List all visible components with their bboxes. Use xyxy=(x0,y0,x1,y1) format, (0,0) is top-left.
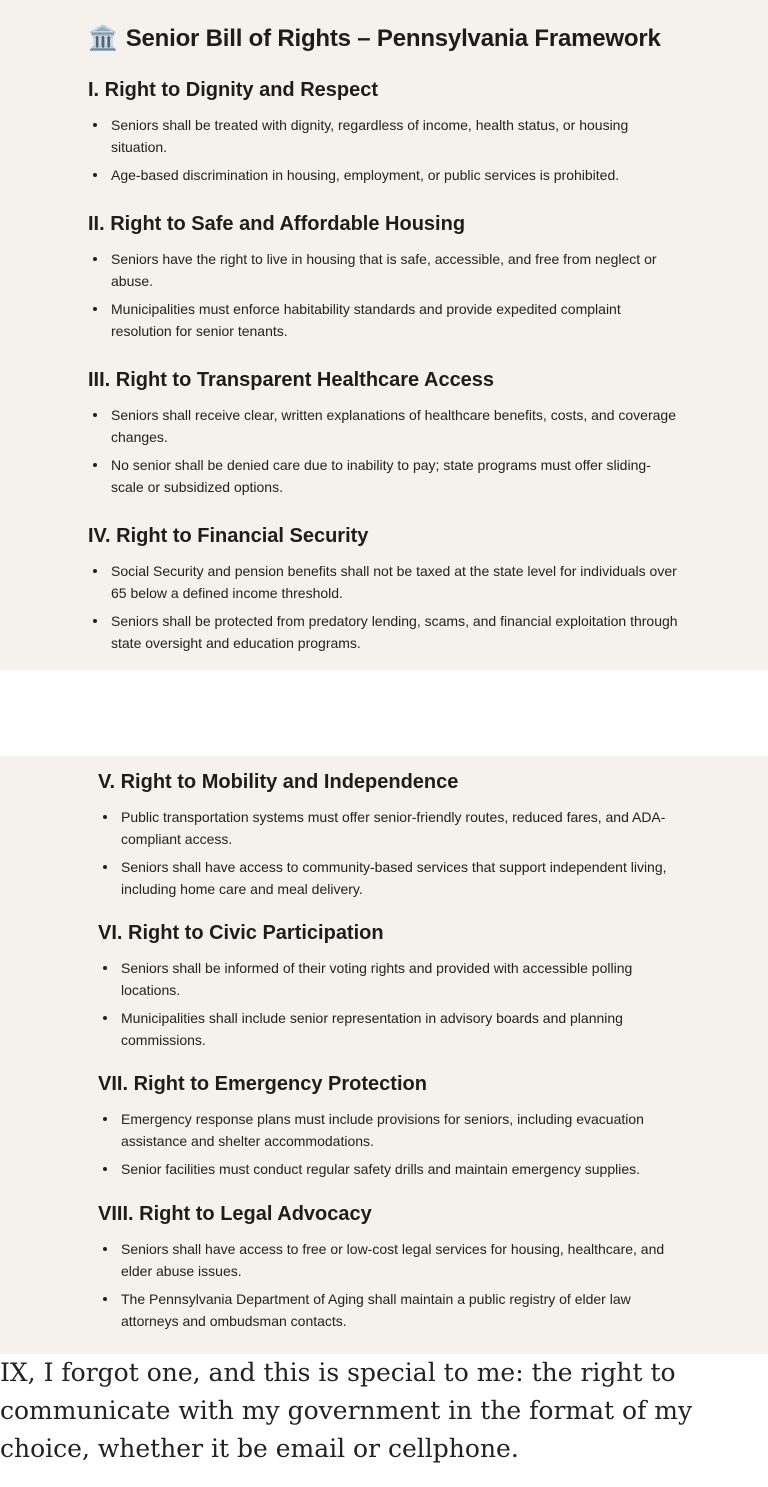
section-heading: I. Right to Dignity and Respect xyxy=(88,79,379,101)
section-heading: IV. Right to Financial Security xyxy=(88,525,369,547)
list-item: Public transportation systems must offer senior-friendly routes, reduced fares, and ADA-compliant access. xyxy=(121,806,678,850)
section-financial xyxy=(88,524,678,660)
list-item: Seniors shall have access to free or low-cost legal services for housing, healthcare, and elder abuse issues. xyxy=(121,1238,678,1282)
list-item: Senior facilities must conduct regular safety drills and maintain emergency supplies. xyxy=(121,1158,678,1180)
list-item: The Pennsylvania Department of Aging shall maintain a public registry of elder law attorneys and ombudsman contacts. xyxy=(121,1288,678,1332)
section-healthcare xyxy=(88,368,678,504)
list-item: Age-based discrimination in housing, employment, or public services is prohibited. xyxy=(111,164,678,186)
list-item: Seniors shall be informed of their voting rights and provided with accessible polling locations. xyxy=(121,957,678,1001)
section-list xyxy=(88,560,678,654)
classical-building-icon: 🏛️ xyxy=(88,25,118,52)
user-note: IX, I forgot one, and this is special to me: the right to communicate with my government in the format of my choice, whether it be email or cellphone. xyxy=(0,1358,693,1463)
list-item: Seniors shall have access to community-based services that support independent living, including home care and meal delivery. xyxy=(121,856,678,900)
section-dignity xyxy=(88,78,678,192)
list-item: Municipalities shall include senior representation in advisory boards and planning commissions. xyxy=(121,1007,678,1051)
section-heading: VII. Right to Emergency Protection xyxy=(98,1073,427,1095)
document-panel-bottom xyxy=(0,756,768,1354)
section-heading: VIII. Right to Legal Advocacy xyxy=(98,1203,372,1225)
list-item: Seniors shall be treated with dignity, regardless of income, health status, or housing situation. xyxy=(111,114,678,158)
section-legal xyxy=(98,1202,678,1338)
section-list xyxy=(98,806,678,900)
section-heading: II. Right to Safe and Affordable Housing xyxy=(88,213,466,235)
list-item: Seniors shall be protected from predatory lending, scams, and financial exploitation through state oversight and education programs. xyxy=(111,610,678,654)
section-heading: VI. Right to Civic Participation xyxy=(98,922,384,944)
list-item: Emergency response plans must include provisions for seniors, including evacuation assistance and shelter accommodations. xyxy=(121,1108,678,1152)
section-list xyxy=(98,1238,678,1332)
section-civic xyxy=(98,921,678,1057)
section-heading: V. Right to Mobility and Independence xyxy=(98,771,459,793)
list-item: Seniors shall receive clear, written explanations of healthcare benefits, costs, and coverage changes. xyxy=(111,404,678,448)
section-list xyxy=(98,1108,678,1180)
list-item: Social Security and pension benefits shall not be taxed at the state level for individuals over 65 below a defined income threshold. xyxy=(111,560,678,604)
section-housing xyxy=(88,212,678,348)
section-list xyxy=(88,404,678,498)
section-list xyxy=(98,957,678,1051)
document-panel-top xyxy=(0,0,768,670)
document-title-text: Senior Bill of Rights – Pennsylvania Framework xyxy=(125,24,661,52)
list-item: Municipalities must enforce habitability standards and provide expedited complaint resolution for senior tenants. xyxy=(111,298,678,342)
section-mobility xyxy=(98,770,678,906)
section-heading: III. Right to Transparent Healthcare Access xyxy=(88,369,495,391)
document-title xyxy=(88,24,661,53)
section-list xyxy=(88,248,678,342)
section-emergency xyxy=(98,1072,678,1186)
list-item: No senior shall be denied care due to inability to pay; state programs must offer sliding-scale or subsidized options. xyxy=(111,454,678,498)
section-list xyxy=(88,114,678,186)
list-item: Seniors have the right to live in housing that is safe, accessible, and free from neglect or abuse. xyxy=(111,248,678,292)
